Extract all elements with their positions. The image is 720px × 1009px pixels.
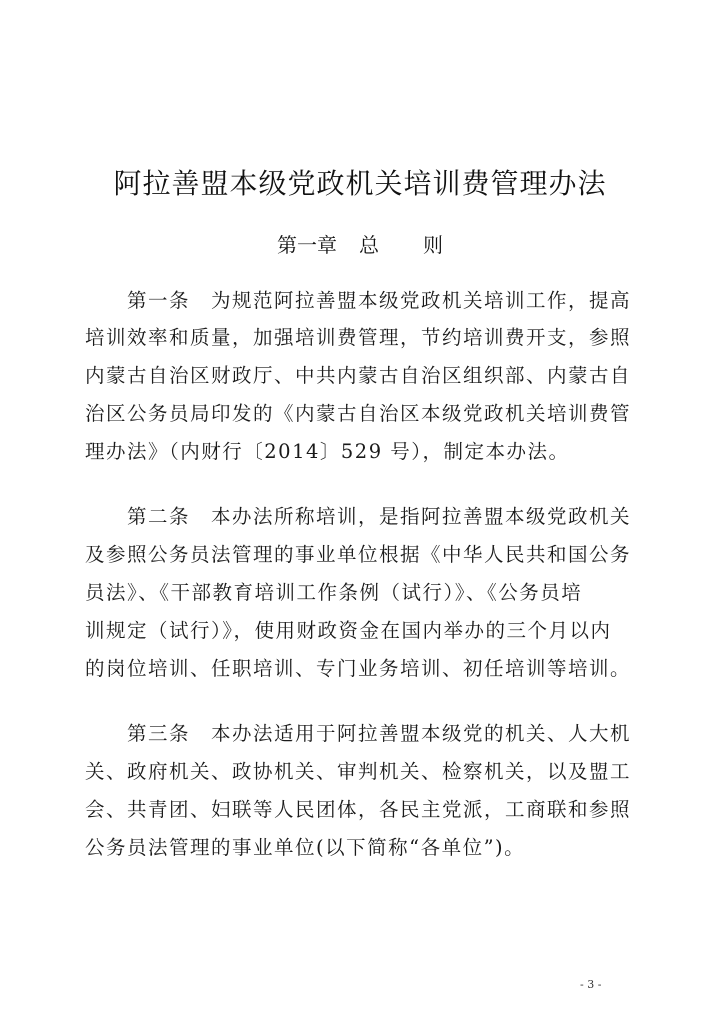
chapter-name-part2: 则 xyxy=(423,233,443,257)
article-1-line-2: 培训效率和质量，加强培训费管理，节约培训费开支，参照 xyxy=(85,326,632,349)
article-3-line-1: 第三条 本办法适用于阿拉善盟本级党的机关、人大机 xyxy=(127,722,632,745)
article-2-line-3: 员法》、《干部教育培训工作条例（试行）》、《公务员培 xyxy=(85,581,583,604)
page-number: - 3 - xyxy=(580,978,602,991)
article-1-line-1: 第一条 为规范阿拉善盟本级党政机关培训工作，提高 xyxy=(127,289,632,312)
article-2-line-5: 的岗位培训、任职培训、专门业务培训、初任培训等培训。 xyxy=(85,657,632,680)
article-3-line-4: 公务员法管理的事业单位(以下简称“各单位”)。 xyxy=(85,836,526,859)
chapter-name-part1: 总 xyxy=(359,233,379,257)
article-1-line-5: 理办法》（内财行〔2014〕529 号），制定本办法。 xyxy=(85,440,570,463)
article-2-line-4: 训规定（试行）》，使用财政资金在国内举办的三个月以内 xyxy=(85,619,612,642)
article-3-line-2: 关、政府机关、政协机关、审判机关、检察机关，以及盟工 xyxy=(85,760,632,783)
article-2-line-1: 第二条 本办法所称培训，是指阿拉善盟本级党政机关 xyxy=(127,505,632,528)
article-1-line-3: 内蒙古自治区财政厅、中共内蒙古自治区组织部、内蒙古自 xyxy=(85,364,632,387)
chapter-heading xyxy=(0,229,720,258)
article-2-line-2: 及参照公务员法管理的事业单位根据《中华人民共和国公务 xyxy=(85,543,632,566)
document-title: 阿拉善盟本级党政机关培训费管理办法 xyxy=(113,167,607,200)
article-3-line-3: 会、共青团、妇联等人民团体，各民主党派，工商联和参照 xyxy=(85,798,632,821)
chapter-label: 第一章 xyxy=(277,233,337,257)
article-1-line-4: 治区公务员局印发的《内蒙古自治区本级党政机关培训费管 xyxy=(85,402,632,425)
